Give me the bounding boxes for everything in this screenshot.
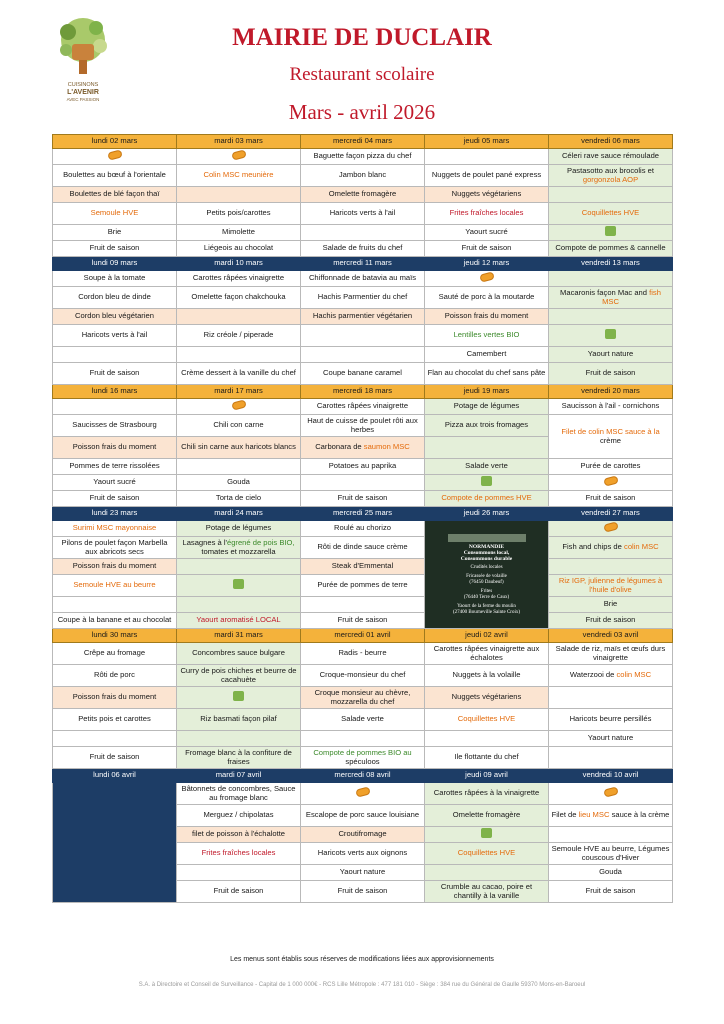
poster-line: Crudités locales [470,564,503,570]
closed-day-cell [53,783,177,903]
menu-cell: Salade de riz, maïs et œufs durs vinaigrette [549,643,673,665]
menu-row [53,241,673,257]
menu-cell: Brie [53,225,177,241]
menu-row [53,225,673,241]
menu-row [53,613,673,629]
footer-legal: S.A. à Directoire et Conseil de Surveillance - Capital de 1 000 000€ - RCS Lille Métropole : 477 181 010 - Siège : 384 rue du Général de Gaulle 59370 Mons-en-Baroeul [138,982,586,988]
bread-icon [603,476,619,487]
menu-cell: Frites fraîches locales [177,843,301,865]
day-header: jeudi 02 avril [425,629,549,643]
menu-cell: Poisson frais du moment [53,437,177,459]
week-header [53,135,673,149]
day-header: lundi 23 mars [53,507,177,521]
menu-cell: Semoule HVE au beurre, Légumes couscous d'Hiver [549,843,673,865]
menu-cell [549,827,673,843]
menu-cell: Carottes râpées vinaigrette aux échalotes [425,643,549,665]
menu-cell: Flan au chocolat du chef sans pâte [425,363,549,385]
menu-row [53,325,673,347]
bread-icon [479,272,495,283]
poster-line: (76450 Daubeuf) [469,579,504,585]
menu-cell [301,747,425,769]
menu-cell: Bâtonnets de concombres, Sauce au fromage blanc [177,783,301,805]
menu-cell: Yaourt nature [549,347,673,363]
menu-cell [301,225,425,241]
menu-cell [425,149,549,165]
svg-text:AVEC PASSION: AVEC PASSION [66,97,100,102]
menu-cell: Fromage blanc à la confiture de fraises [177,747,301,769]
menu-cell: Baguette façon pizza du chef [301,149,425,165]
menu-cell [177,575,301,597]
menu-cell [301,783,425,805]
menu-cell: Chili sin carne aux haricots blancs [177,437,301,459]
menu-cell [549,309,673,325]
menu-row [53,521,673,537]
menu-cell [425,827,549,843]
menu-cell: Nuggets de poulet pané express [425,165,549,187]
menu-cell: Coupe banane caramel [301,363,425,385]
menu-cell [301,475,425,491]
menu-cell: Coquillettes HVE [425,709,549,731]
day-header: mercredi 08 avril [301,769,425,783]
dish-accent: fish [649,287,661,297]
menu-cell: Haricots verts aux oignons [301,843,425,865]
svg-text:CUISINONS: CUISINONS [67,82,99,88]
dish-text: Filet de [551,810,577,820]
menu-cell [549,165,673,187]
menu-cell: Compote de pommes HVE [425,491,549,507]
menu-cell: Croutifromage [301,827,425,843]
menu-cell: Soupe à la tomate [53,271,177,287]
menu-cell: Yaourt nature [301,865,425,881]
day-header: lundi 06 avril [53,769,177,783]
menu-row [53,731,673,747]
menu-cell [425,437,549,459]
menu-cell: Concombres sauce bulgare [177,643,301,665]
day-header: lundi 09 mars [53,257,177,271]
menu-cell [549,521,673,537]
local-product-icon [481,828,492,838]
menu-cell: Rôti de dinde sauce crème [301,537,425,559]
menu-cell: Haricots verts à l'ail [53,325,177,347]
menu-cell: Nuggets végétariens [425,687,549,709]
page-subtitle: Restaurant scolaire [289,64,435,85]
normandie-poster [425,521,549,629]
menu-cell: Crème dessert à la vanille du chef [177,363,301,385]
dish-accent: colin MSC [616,670,652,680]
day-header: mercredi 18 mars [301,385,425,399]
menu-cell [549,687,673,709]
menu-cell: Saucisses de Strasbourg [53,415,177,437]
menu-cell: Yaourt sucré [53,475,177,491]
menu-cell [549,747,673,769]
menu-cell: Hachis Parmentier du chef [301,287,425,309]
menu-cell [177,309,301,325]
dish-accent: égrené de pois BIO, [226,537,295,547]
menu-cell: Potage de légumes [177,521,301,537]
day-header: vendredi 20 mars [549,385,673,399]
poster-line: Fricassée de volaille [466,573,507,579]
menu-cell: Fruit de saison [549,491,673,507]
menu-cell: Yaourt nature [549,731,673,747]
menu-cell: Fruit de saison [549,881,673,903]
menu-cell: Poisson frais du moment [53,559,177,575]
menu-cell [425,731,549,747]
menu-cell: Lentilles vertes BIO [425,325,549,347]
menu-cell: Fruit de saison [53,491,177,507]
menu-cell: Nuggets végétariens [425,187,549,203]
menu-cell [177,347,301,363]
menu-cell: Salade verte [301,709,425,731]
menu-row [53,187,673,203]
menu-cell: Purée de pommes de terre [301,575,425,597]
dish-text: Macaronis façon Mac and [560,287,647,297]
menu-cell: Mimolette [177,225,301,241]
menu-cell: Merguez / chipolatas [177,805,301,827]
menu-cell: Haut de cuisse de poulet rôti aux herbes [301,415,425,437]
day-header: lundi 02 mars [53,135,177,149]
menu-row [53,643,673,665]
day-header: mardi 17 mars [177,385,301,399]
menu-cell: Curry de pois chiches et beurre de cacahuète [177,665,301,687]
menu-row [53,709,673,731]
week-header [53,769,673,783]
menu-cell: Chili con carne [177,415,301,437]
bread-icon [231,400,247,411]
menu-cell: Riz IGP, julienne de légumes à l'huile d'olive [549,575,673,597]
menu-cell [177,187,301,203]
menu-cell [301,325,425,347]
menu-cell: Salade verte [425,459,549,475]
day-header: jeudi 26 mars [425,507,549,521]
day-header: mercredi 25 mars [301,507,425,521]
day-header: jeudi 05 mars [425,135,549,149]
menu-cell: Saucisson à l'ail - cornichons [549,399,673,415]
menu-cell [177,537,301,559]
local-product-icon [481,476,492,486]
menu-cell [425,865,549,881]
day-header: mardi 07 avril [177,769,301,783]
menu-cell: Boulettes au bœuf à l'orientale [53,165,177,187]
menu-cell: Riz créole / piperade [177,325,301,347]
menu-cell [549,287,673,309]
menu-cell [53,347,177,363]
day-header: mardi 03 mars [177,135,301,149]
local-product-icon [605,226,616,236]
menu-row [53,783,673,805]
menu-cell: Haricots verts à l'ail [301,203,425,225]
menu-cell: Pizza aux trois fromages [425,415,549,437]
week-header [53,257,673,271]
menu-cell: filet de poisson à l'échalotte [177,827,301,843]
day-header: vendredi 06 mars [549,135,673,149]
menu-cell: Salade de fruits du chef [301,241,425,257]
menu-row [53,149,673,165]
menu-cell [425,271,549,287]
day-header: mardi 31 mars [177,629,301,643]
menu-cell: Fruit de saison [301,491,425,507]
page-header [0,0,724,132]
menu-cell: Liégeois au chocolat [177,241,301,257]
menu-cell: Yaourt aromatisé LOCAL [177,613,301,629]
menu-cell: Pommes de terre rissolées [53,459,177,475]
menu-cell: Potatoes au paprika [301,459,425,475]
dish-text: spéculoos [345,756,380,766]
dish-accent: gorgonzola AOP [582,174,639,184]
day-header: lundi 16 mars [53,385,177,399]
menu-cell [177,731,301,747]
menu-cell: Haricots beurre persillés [549,709,673,731]
poster-photo [448,534,526,542]
menu-cell [549,537,673,559]
menu-cell: Sauté de porc à la moutarde [425,287,549,309]
poster-line: (27400 Bourneville Sainte Croix) [452,609,521,615]
menu-cell: Coupe à la banane et au chocolat [53,613,177,629]
bread-icon [107,150,123,161]
menu-cell: Jambon blanc [301,165,425,187]
dish-text: Pastasotto aux brocolis et [567,165,654,175]
menu-cell: Gouda [549,865,673,881]
menu-cell: Céleri rave sauce rémoulade [549,149,673,165]
menu-cell: Rôti de porc [53,665,177,687]
menu-cell: Camembert [425,347,549,363]
local-product-icon [605,329,616,339]
menu-table [52,134,673,903]
menu-cell: Poisson frais du moment [425,309,549,325]
dish-text: tomates et mozzarella [201,546,276,556]
day-header: vendredi 27 mars [549,507,673,521]
menu-cell: Colin MSC meunière [177,165,301,187]
menu-cell [177,149,301,165]
menu-cell: Potage de légumes [425,399,549,415]
bread-icon [231,150,247,161]
poster-line: Consommons local, [463,549,510,556]
menu-cell [549,475,673,491]
menu-cell: Fruit de saison [53,241,177,257]
menu-cell: Coquillettes HVE [549,203,673,225]
menu-row [53,399,673,415]
local-product-icon [233,579,244,589]
day-header: mardi 24 mars [177,507,301,521]
menu-cell: Omelette fromagère [301,187,425,203]
menu-cell: Radis - beurre [301,643,425,665]
menu-cell [549,559,673,575]
menu-cell [177,597,301,613]
menu-cell [549,325,673,347]
menu-row [53,203,673,225]
menu-cell [549,271,673,287]
menu-cell: Torta de cielo [177,491,301,507]
bread-icon [603,522,619,533]
menu-cell: Omelette façon chakchouka [177,287,301,309]
menu-cell: Coquillettes HVE [425,843,549,865]
poster-card [448,532,526,618]
menu-cell: Fruit de saison [53,363,177,385]
menu-cell: Ile flottante du chef [425,747,549,769]
menu-cell [177,459,301,475]
week-header [53,507,673,521]
menu-cell: Boulettes de blé façon thaï [53,187,177,203]
menu-cell: Cordon bleu de dinde [53,287,177,309]
menu-row [53,271,673,287]
menu-cell: Frites fraîches locales [425,203,549,225]
menu-cell: Petits pois et carottes [53,709,177,731]
dish-text: crème [599,435,622,445]
menu-cell: Fruit de saison [549,613,673,629]
menu-row [53,363,673,385]
menu-cell: Gouda [177,475,301,491]
dish-accent: MSC [602,296,619,306]
menu-cell: Chiffonnade de batavia au maïs [301,271,425,287]
day-header: jeudi 12 mars [425,257,549,271]
poster-line: (76440 Terre de Caux) [463,594,510,600]
menu-row [53,537,673,559]
menu-row [53,309,673,325]
menu-cell [53,149,177,165]
menu-row [53,415,673,437]
day-header: mercredi 04 mars [301,135,425,149]
menu-row [53,687,673,709]
week-header [53,385,673,399]
poster-line: Yaourt de la ferme du moulin [457,603,516,609]
menu-cell: Poisson frais du moment [53,687,177,709]
local-product-icon [233,691,244,701]
menu-cell [549,225,673,241]
menu-cell: Croque-monsieur du chef [301,665,425,687]
menu-cell: Crumble au cacao, poire et chantilly à la vanille [425,881,549,903]
dish-accent: colin MSC [624,542,659,552]
menu-cell [301,731,425,747]
menu-cell: Yaourt sucré [425,225,549,241]
menu-cell: Fruit de saison [177,881,301,903]
menu-cell [177,687,301,709]
day-header: mercredi 11 mars [301,257,425,271]
menu-cell: Steak d'Emmental [301,559,425,575]
menu-cell [549,783,673,805]
menu-cell [549,665,673,687]
menu-row [53,287,673,309]
day-header: vendredi 13 mars [549,257,673,271]
menu-cell: Omelette fromagère [425,805,549,827]
menu-cell [177,399,301,415]
page-title: MAIRIE DE DUCLAIR [232,24,492,51]
poster-line: Frites [480,588,493,594]
menu-cell: Croque monsieur au chèvre, mozzarella du chef [301,687,425,709]
menu-cell: Hachis parmentier végétarien [301,309,425,325]
menu-cell: Pilons de poulet façon Marbella aux abricots secs [53,537,177,559]
dish-text: Carbonara de [315,442,362,452]
day-header: vendredi 10 avril [549,769,673,783]
bread-icon [355,787,371,798]
day-header: lundi 30 mars [53,629,177,643]
dish-text: Waterzooi de [569,670,615,680]
dish-text: sauce à la crème [611,810,670,820]
menu-cell [177,559,301,575]
dish-accent: saumon MSC [363,442,410,452]
menu-cell: Fruit de saison [301,613,425,629]
menu-cell [549,415,673,459]
menu-row [53,597,673,613]
menu-cell: Fruit de saison [425,241,549,257]
menu-row [53,475,673,491]
day-header: jeudi 09 avril [425,769,549,783]
menu-cell: Surimi MSC mayonnaise [53,521,177,537]
dish-accent: Compote de pommes BIO au [313,747,412,757]
menu-cell: Semoule HVE au beurre [53,575,177,597]
menu-cell: Fruit de saison [549,363,673,385]
footer-note: Les menus sont établis sous réserves de modifications liées aux approvisionnements [230,956,494,963]
menu-cell: Carottes râpées vinaigrette [177,271,301,287]
menu-cell: Cordon bleu végétarien [53,309,177,325]
menu-cell: Purée de carottes [549,459,673,475]
dish-accent: lieu MSC [578,810,610,820]
menu-cell [53,731,177,747]
menu-cell: Carottes râpées vinaigrette [301,399,425,415]
menu-row [53,347,673,363]
week-header [53,629,673,643]
menu-cell [549,805,673,827]
menu-cell: Brie [549,597,673,613]
menu-cell [53,597,177,613]
menu-cell [549,187,673,203]
day-header: mardi 10 mars [177,257,301,271]
day-header: vendredi 03 avril [549,629,673,643]
menu-cell: Semoule HVE [53,203,177,225]
menu-cell [53,399,177,415]
menu-row [53,165,673,187]
day-header: mercredi 01 avril [301,629,425,643]
svg-text:L'AVENIR: L'AVENIR [67,89,99,96]
menu-row [53,459,673,475]
menu-cell [301,597,425,613]
menu-cell: Roulé au chorizo [301,521,425,537]
menu-row [53,491,673,507]
menu-cell [425,475,549,491]
dish-text: Lasagnes à l' [182,537,227,547]
poster-line: Consommons durable [460,555,513,562]
menu-row [53,559,673,575]
day-header: jeudi 19 mars [425,385,549,399]
menu-cell: Nuggets à la volaille [425,665,549,687]
menu-cell [301,437,425,459]
menu-cell: Carottes râpées à la vinaigrette [425,783,549,805]
menu-cell: Escalope de porc sauce louisiane [301,805,425,827]
menu-row [53,665,673,687]
dish-text: Fish and chips de [562,542,622,552]
menu-cell [301,347,425,363]
menu-cell: Fruit de saison [301,881,425,903]
page-period: Mars - avril 2026 [288,100,436,124]
dish-text: Filet de colin MSC sauce à la [561,426,660,436]
menu-row [53,747,673,769]
menu-cell: Petits pois/carottes [177,203,301,225]
menu-cell: Fruit de saison [53,747,177,769]
bread-icon [603,787,619,798]
menu-cell [177,865,301,881]
menu-cell: Compote de pommes & cannelle [549,241,673,257]
menu-cell: Crêpe au fromage [53,643,177,665]
menu-row [53,575,673,597]
menu-cell: Riz basmati façon pilaf [177,709,301,731]
poster-brand: NORMANDIE [468,543,505,550]
